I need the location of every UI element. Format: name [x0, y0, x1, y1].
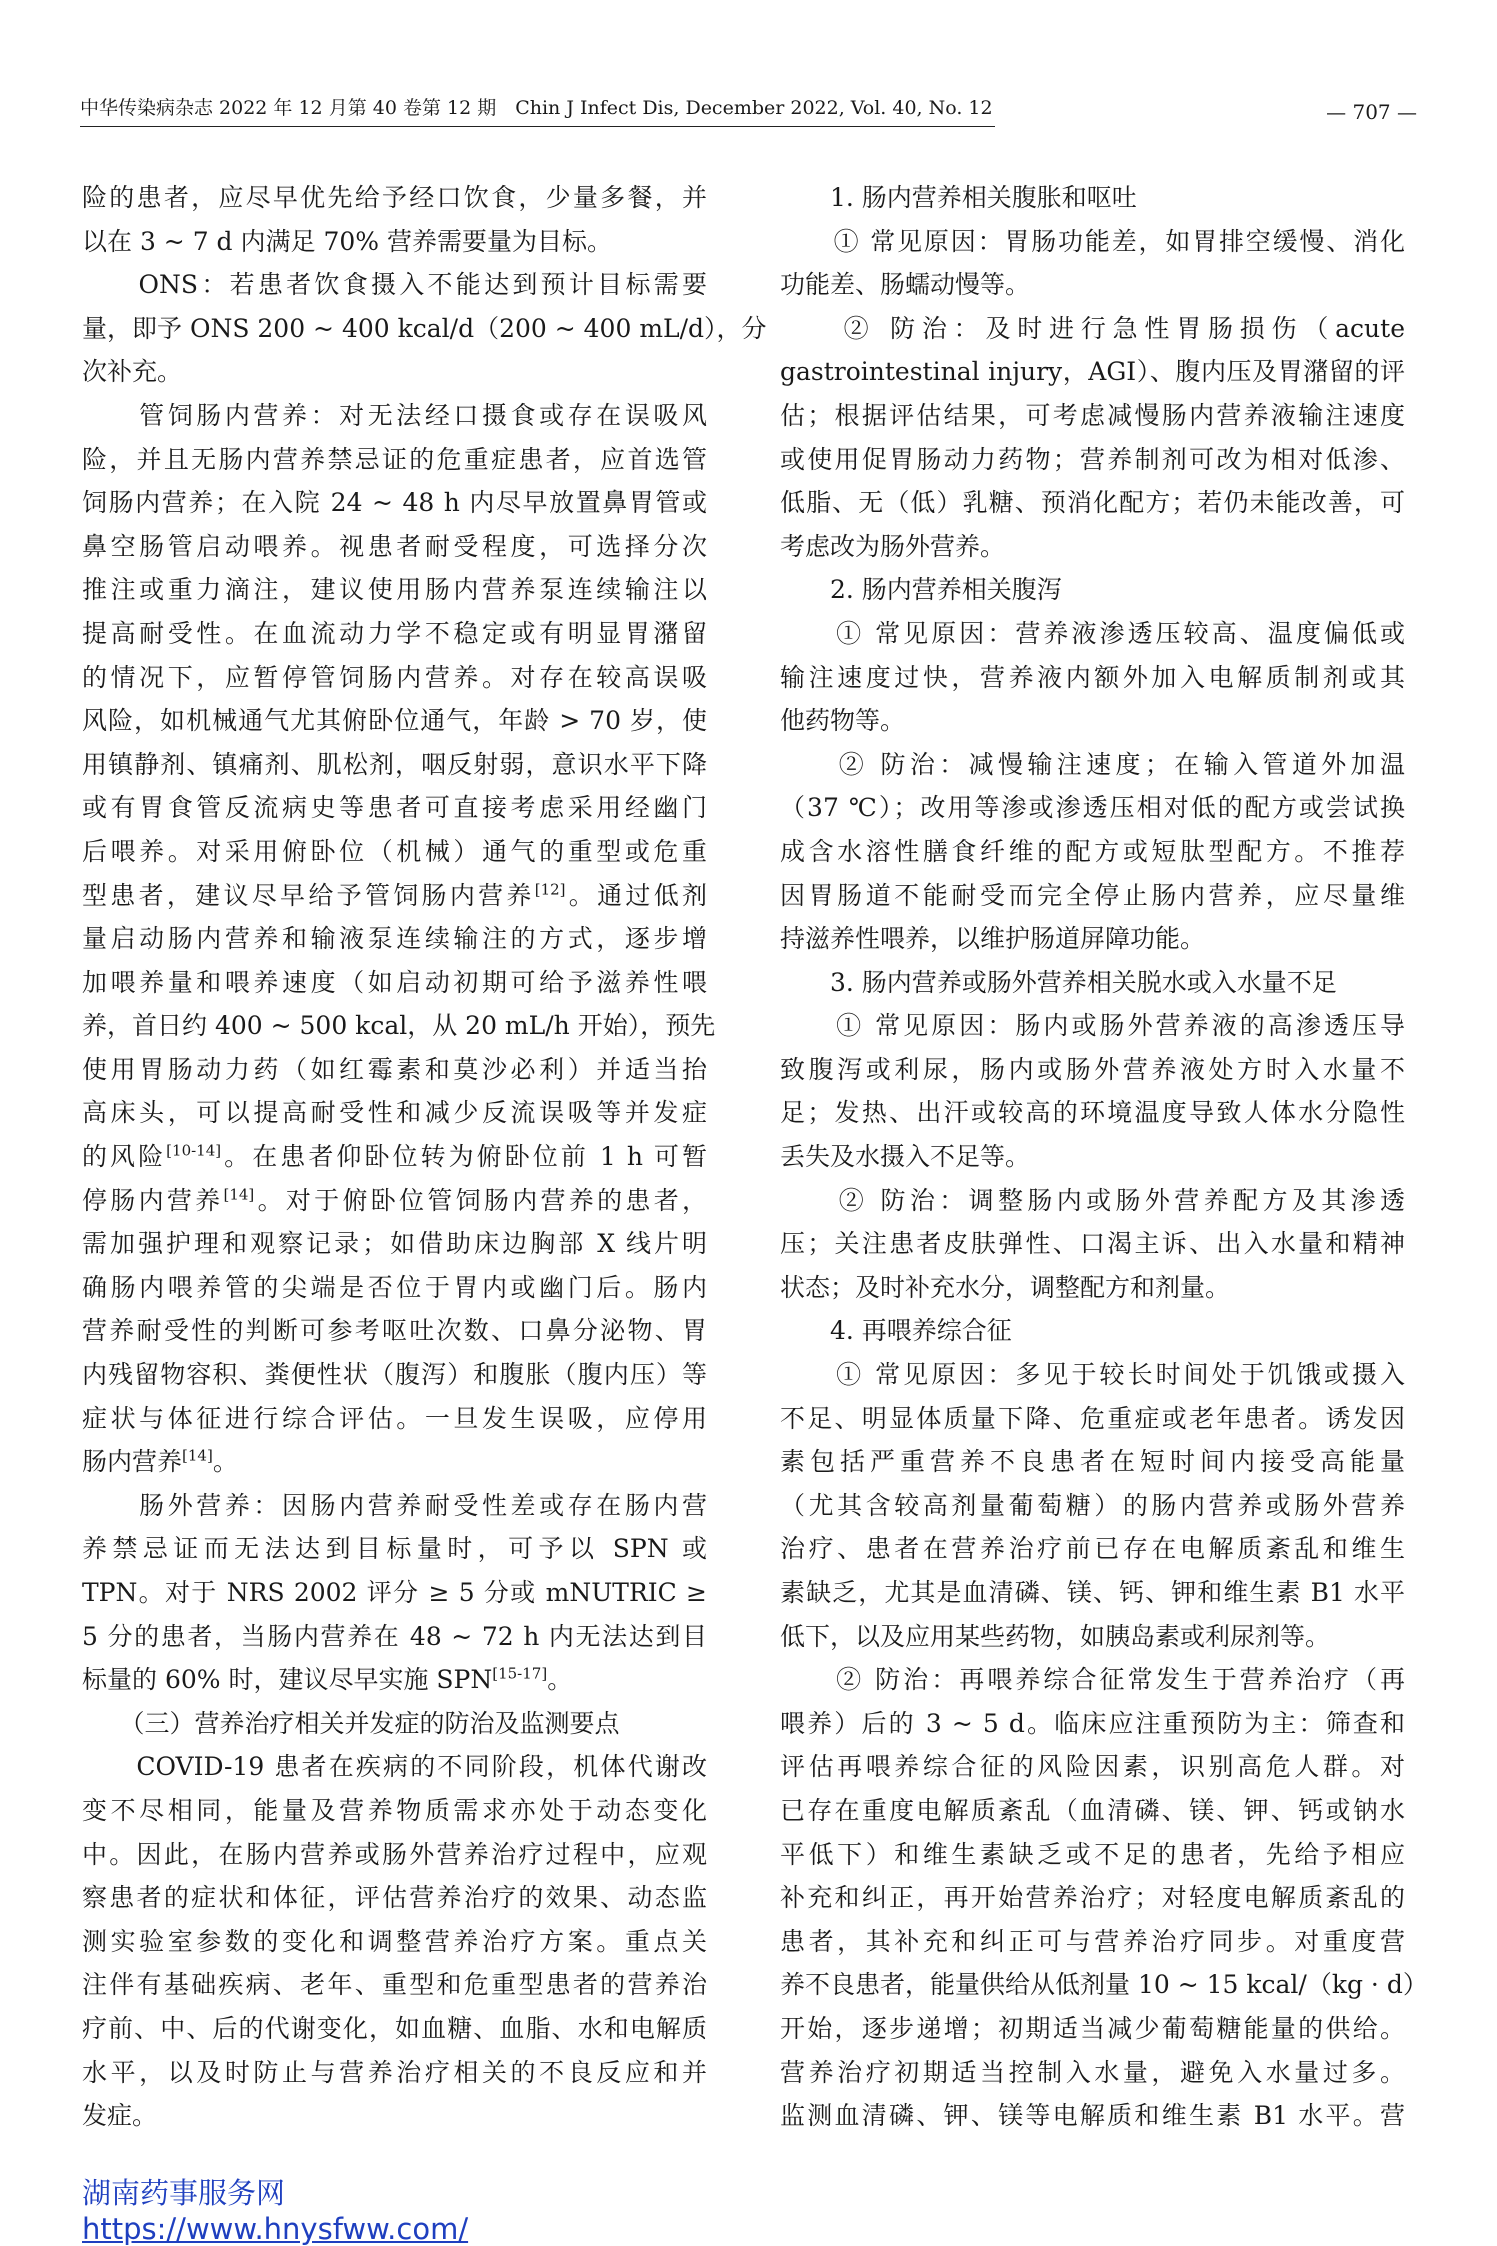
line-text: 平低下）和维生素缺乏或不足的患者，先给予相应	[780, 1839, 1405, 1869]
text-line	[780, 1833, 1405, 1877]
line-text: 状态；及时补充水分，调整配方和剂量。	[780, 1272, 1231, 1302]
line-text: 养不良患者，能量供给从低剂量 10 ~ 15 kcal/（kg · d）	[780, 1970, 1428, 2000]
line-text: 1. 肠内营养相关腹胀和呕吐	[780, 183, 1137, 212]
text-line	[780, 1440, 1405, 1484]
text-line	[780, 1527, 1405, 1571]
text-line	[82, 2007, 707, 2051]
line-text: （37 ℃）；改用等渗或渗透压相对低的配方或尝试换	[780, 793, 1405, 823]
line-text: 以在 3 ~ 7 d 内满足 70% 营养需要量为目标。	[82, 226, 612, 256]
text-line	[82, 1048, 707, 1092]
text-line	[82, 2094, 707, 2138]
text-line	[82, 263, 707, 307]
text-line	[82, 220, 707, 264]
text-line	[82, 1789, 707, 1833]
line-text: 素缺乏，尤其是血清磷、镁、钙、钾和维生素 B1 水平	[780, 1578, 1405, 1607]
line-text: 致腹泻或利尿，肠内或肠外营养液处方时入水量不	[780, 1054, 1405, 1084]
line-text: 足；发热、出汗或较高的环境温度导致人体水分隐性	[780, 1098, 1405, 1128]
text-line	[780, 1615, 1405, 1659]
line-text: 已存在重度电解质紊乱（血清磷、镁、钾、钙或钠水	[780, 1795, 1405, 1825]
text-line	[82, 1135, 707, 1179]
watermark	[82, 2176, 468, 2246]
citation-ref: [15-17]	[492, 1664, 548, 1683]
line-text: 因胃肠道不能耐受而完全停止肠内营养，应尽量维	[780, 880, 1405, 910]
text-line	[780, 438, 1405, 482]
line-text: 喂养）后的 3 ~ 5 d。临床应注重预防为主：筛查和	[780, 1708, 1405, 1738]
line-text: 中。因此，在肠内营养或肠外营养治疗过程中，应观	[82, 1839, 707, 1869]
line-text: ONS：若患者饮食摄入不能达到预计目标需要	[82, 270, 707, 300]
line-text: 他药物等。	[780, 706, 906, 736]
line-text: 不足、明显体质量下降、危重症或老年患者。诱发因	[780, 1403, 1405, 1433]
text-line	[780, 874, 1405, 918]
text-line	[82, 1833, 707, 1877]
line-text: gastrointestinal injury，AGI）、腹内压及胃潴留的评	[780, 357, 1405, 387]
text-line	[82, 481, 707, 525]
line-text: ② 防治：及时进行急性胃肠损伤（acute	[780, 313, 1405, 343]
text-line	[780, 1789, 1405, 1833]
text-line	[780, 1745, 1405, 1789]
text-line	[780, 2051, 1405, 2095]
text-line	[780, 1266, 1405, 1310]
text-line	[82, 1484, 707, 1528]
line-text: 输注速度过快，营养液内额外加入电解质制剂或其	[780, 662, 1405, 692]
line-text: 量，即予 ONS 200 ~ 400 kcal/d（200 ~ 400 mL/d），分	[82, 313, 767, 343]
text-line	[780, 1309, 1405, 1353]
text-line	[82, 350, 707, 394]
text-line	[780, 307, 1405, 351]
line-text: 4. 再喂养综合征	[780, 1316, 1012, 1346]
running-header	[80, 96, 1417, 136]
text-line	[82, 1527, 707, 1571]
line-text: 标量的 60% 时，建议尽早实施 SPN	[82, 1665, 493, 1695]
text-line	[780, 1048, 1405, 1092]
text-line	[780, 699, 1405, 743]
line-text: 肠内营养	[82, 1447, 183, 1477]
line-text: 用镇静剂、镇痛剂、肌松剂，咽反射弱，意识水平下降	[82, 749, 707, 779]
line-text: 发症。	[82, 2101, 158, 2131]
text-line	[82, 874, 707, 918]
line-text: 。对于俯卧位管饲肠内营养的患者，	[254, 1185, 707, 1215]
text-line	[82, 1876, 707, 1920]
line-text: （尤其含较高剂量葡萄糖）的肠内营养或肠外营养	[780, 1490, 1405, 1520]
text-line	[780, 525, 1405, 569]
text-line	[82, 568, 707, 612]
header-rule	[80, 126, 995, 127]
text-line	[82, 176, 707, 220]
line-text: 监测血清磷、钾、镁等电解质和维生素 B1 水平。营	[780, 2101, 1405, 2131]
text-line	[82, 1963, 707, 2007]
text-line	[780, 1091, 1405, 1135]
line-text: （三）营养治疗相关并发症的防治及监测要点	[82, 1708, 620, 1738]
line-text: 饲肠内营养；在入院 24 ~ 48 h 内尽早放置鼻胃管或	[82, 488, 707, 518]
text-line	[780, 2094, 1405, 2138]
line-text: 险的患者，应尽早优先给予经口饮食，少量多餐，并	[82, 183, 707, 212]
text-line	[82, 2051, 707, 2095]
text-line	[780, 1353, 1405, 1397]
text-line	[82, 612, 707, 656]
line-text: 注伴有基础疾病、老年、重型和危重型患者的营养治	[82, 1970, 707, 2000]
text-line	[82, 1004, 716, 1048]
line-text: TPN。对于 NRS 2002 评分 ≥ 5 分或 mNUTRIC ≥	[82, 1578, 707, 1607]
line-text: ② 防治：再喂养综合征常发生于营养治疗（再	[780, 1665, 1405, 1695]
line-text: 5 分的患者，当肠内营养在 48 ~ 72 h 内无法达到目	[82, 1621, 707, 1651]
line-text: 需加强护理和观察记录；如借助床边胸部 X 线片明	[82, 1229, 707, 1259]
text-line	[780, 612, 1405, 656]
text-line	[780, 2007, 1405, 2051]
text-line	[780, 1135, 1405, 1179]
citation-ref: [10-14]	[166, 1141, 222, 1160]
text-line	[82, 830, 707, 874]
text-line	[82, 1571, 707, 1615]
line-text: 内残留物容积、粪便性状（腹泻）和腹胀（腹内压）等	[82, 1360, 707, 1390]
line-text: 持滋养性喂养，以维护肠道屏障功能。	[780, 924, 1206, 954]
text-line	[82, 438, 707, 482]
line-text: 。	[212, 1447, 238, 1477]
line-text: 估；根据评估结果，可考虑减慢肠内营养液输注速度	[780, 400, 1405, 430]
text-line	[82, 1266, 707, 1310]
line-text: 型患者，建议尽早给予管饲肠内营养	[82, 880, 535, 910]
text-line	[780, 1179, 1405, 1223]
text-line	[780, 481, 1405, 525]
text-line	[780, 743, 1405, 787]
line-text: 的风险	[82, 1142, 167, 1172]
line-text: ② 防治：减慢输注速度；在输入管道外加温	[780, 749, 1405, 779]
line-text: 高床头，可以提高耐受性和减少反流误吸等并发症	[82, 1098, 707, 1128]
text-line	[780, 1571, 1405, 1615]
line-text: 变不尽相同，能量及营养物质需求亦处于动态变化	[82, 1795, 707, 1825]
citation-ref: [14]	[182, 1446, 213, 1465]
text-line	[82, 1745, 707, 1789]
text-line	[780, 917, 1405, 961]
line-text: 停肠内营养	[82, 1185, 224, 1215]
text-line	[82, 699, 707, 743]
line-text: 开始，逐步递增；初期适当减少葡萄糖能量的供给。	[780, 2013, 1405, 2043]
text-line	[780, 1658, 1405, 1702]
line-text: 压；关注患者皮肤弹性、口渴主诉、出入水量和精神	[780, 1229, 1405, 1259]
citation-ref: [12]	[534, 880, 566, 899]
line-text: 察患者的症状和体征，评估营养治疗的效果、动态监	[82, 1883, 707, 1913]
text-line	[780, 786, 1405, 830]
text-line	[82, 1309, 707, 1353]
text-line	[82, 1179, 707, 1223]
line-text: 险，并且无肠内营养禁忌证的危重症患者，应首选管	[82, 444, 707, 474]
left-column	[82, 176, 767, 2138]
line-text: 功能差、肠蠕动慢等。	[780, 270, 1031, 300]
text-line	[82, 525, 707, 569]
line-text: 使用胃肠动力药（如红霉素和莫沙必利）并适当抬	[82, 1054, 707, 1084]
line-text: 。	[547, 1665, 573, 1695]
page-number: — 707 —	[1326, 100, 1417, 124]
text-line	[82, 1615, 707, 1659]
text-line	[780, 656, 1405, 700]
line-text: 营养治疗初期适当控制入水量，避免入水量过多。	[780, 2057, 1405, 2087]
line-text: 。在患者仰卧位转为俯卧位前 1 h 可暂	[221, 1142, 707, 1172]
text-line	[82, 1658, 707, 1702]
text-line	[82, 307, 767, 351]
watermark-url[interactable]: https://www.hnysfww.com/	[82, 2212, 469, 2246]
line-text: 患者，其补充和纠正可与营养治疗同步。对重度营	[780, 1926, 1405, 1956]
journal-citation: 中华传染病杂志 2022 年 12 月第 40 卷第 12 期 Chin J Infect Dis, December 2022, Vol. 40, No. 12	[80, 97, 993, 119]
citation-ref: [14]	[223, 1185, 255, 1204]
line-text: 疗前、中、后的代谢变化，如血糖、血脂、水和电解质	[82, 2013, 707, 2043]
line-text: 量启动肠内营养和输液泵连续输注的方式，逐步增	[82, 924, 707, 954]
text-line	[82, 1222, 707, 1266]
text-line	[82, 1702, 707, 1746]
line-text: 肠外营养：因肠内营养耐受性差或存在肠内营	[82, 1490, 707, 1520]
line-text: 素包括严重营养不良患者在短时间内接受高能量	[780, 1447, 1405, 1477]
line-text: 加喂养量和喂养速度（如启动初期可给予滋养性喂	[82, 967, 707, 997]
line-text: 的情况下，应暂停管饲肠内营养。对存在较高误吸	[82, 662, 707, 692]
text-line	[82, 743, 707, 787]
line-text: 低脂、无（低）乳糖、预消化配方；若仍未能改善，可	[780, 488, 1405, 518]
text-line	[780, 830, 1405, 874]
text-line	[780, 263, 1405, 307]
line-text: 水平，以及时防止与营养治疗相关的不良反应和并	[82, 2057, 707, 2087]
text-line	[82, 1353, 707, 1397]
line-text: 3. 肠内营养或肠外营养相关脱水或入水量不足	[780, 967, 1337, 997]
text-line	[780, 350, 1405, 394]
text-line	[82, 1440, 707, 1484]
text-line	[82, 1091, 707, 1135]
text-line	[780, 394, 1405, 438]
text-line	[780, 1963, 1428, 2007]
line-text: 鼻空肠管启动喂养。视患者耐受程度，可选择分次	[82, 531, 707, 561]
text-line	[780, 1876, 1405, 1920]
line-text: 营养耐受性的判断可参考呕吐次数、口鼻分泌物、胃	[82, 1316, 707, 1346]
line-text: ① 常见原因：胃肠功能差，如胃排空缓慢、消化	[780, 226, 1405, 256]
line-text: 。通过低剂	[565, 880, 707, 910]
line-text: ① 常见原因：营养液渗透压较高、温度偏低或	[780, 618, 1405, 648]
text-line	[780, 961, 1405, 1005]
text-line	[780, 1397, 1405, 1441]
text-line	[82, 1397, 707, 1441]
line-text: ① 常见原因：肠内或肠外营养液的高渗透压导	[780, 1011, 1405, 1041]
text-line	[780, 1484, 1405, 1528]
watermark-site-name: 湖南药事服务网	[82, 2176, 286, 2210]
line-text: 养禁忌证而无法达到目标量时，可予以 SPN 或	[82, 1534, 707, 1564]
line-text: 症状与体征进行综合评估。一旦发生误吸，应停用	[82, 1403, 707, 1433]
right-column	[780, 176, 1428, 2138]
line-text: 推注或重力滴注，建议使用肠内营养泵连续输注以	[82, 575, 707, 605]
text-line	[780, 1222, 1405, 1266]
line-text: 后喂养。对采用俯卧位（机械）通气的重型或危重	[82, 836, 707, 866]
line-text: 养，首日约 400 ~ 500 kcal，从 20 mL/h 开始），预先	[82, 1011, 716, 1041]
text-line	[82, 394, 707, 438]
line-text: 确肠内喂养管的尖端是否位于胃内或幽门后。肠内	[82, 1272, 707, 1302]
text-line	[82, 917, 707, 961]
line-text: 或有胃食管反流病史等患者可直接考虑采用经幽门	[82, 793, 707, 823]
text-line	[780, 176, 1405, 220]
line-text: 低下，以及应用某些药物，如胰岛素或利尿剂等。	[780, 1621, 1331, 1651]
text-line	[780, 1920, 1405, 1964]
line-text: 2. 肠内营养相关腹泻	[780, 575, 1062, 605]
line-text: 风险，如机械通气尤其俯卧位通气，年龄 > 70 岁，使	[82, 706, 707, 736]
text-line	[82, 786, 707, 830]
line-text: 治疗、患者在营养治疗前已存在电解质紊乱和维生	[780, 1534, 1405, 1564]
text-line	[780, 1702, 1405, 1746]
line-text: 成含水溶性膳食纤维的配方或短肽型配方。不推荐	[780, 836, 1405, 866]
line-text: 提高耐受性。在血流动力学不稳定或有明显胃潴留	[82, 618, 707, 648]
line-text: 丢失及水摄入不足等。	[780, 1142, 1031, 1172]
text-line	[780, 1004, 1405, 1048]
text-line	[82, 1920, 707, 1964]
line-text: ① 常见原因：多见于较长时间处于饥饿或摄入	[780, 1360, 1405, 1390]
text-line	[780, 568, 1405, 612]
line-text: 管饲肠内营养：对无法经口摄食或存在误吸风	[82, 400, 707, 430]
line-text: 考虑改为肠外营养。	[780, 531, 1006, 561]
line-text: 补充和纠正，再开始营养治疗；对轻度电解质紊乱的	[780, 1883, 1405, 1913]
line-text: 或使用促胃肠动力药物；营养制剂可改为相对低渗、	[780, 444, 1405, 474]
line-text: 测实验室参数的变化和调整营养治疗方案。重点关	[82, 1926, 707, 1956]
line-text: 次补充。	[82, 357, 183, 387]
line-text: 评估再喂养综合征的风险因素，识别高危人群。对	[780, 1752, 1405, 1782]
line-text: ② 防治：调整肠内或肠外营养配方及其渗透	[780, 1185, 1405, 1215]
line-text: COVID-19 患者在疾病的不同阶段，机体代谢改	[82, 1752, 707, 1782]
text-line	[82, 961, 707, 1005]
text-line	[82, 656, 707, 700]
text-line	[780, 220, 1405, 264]
